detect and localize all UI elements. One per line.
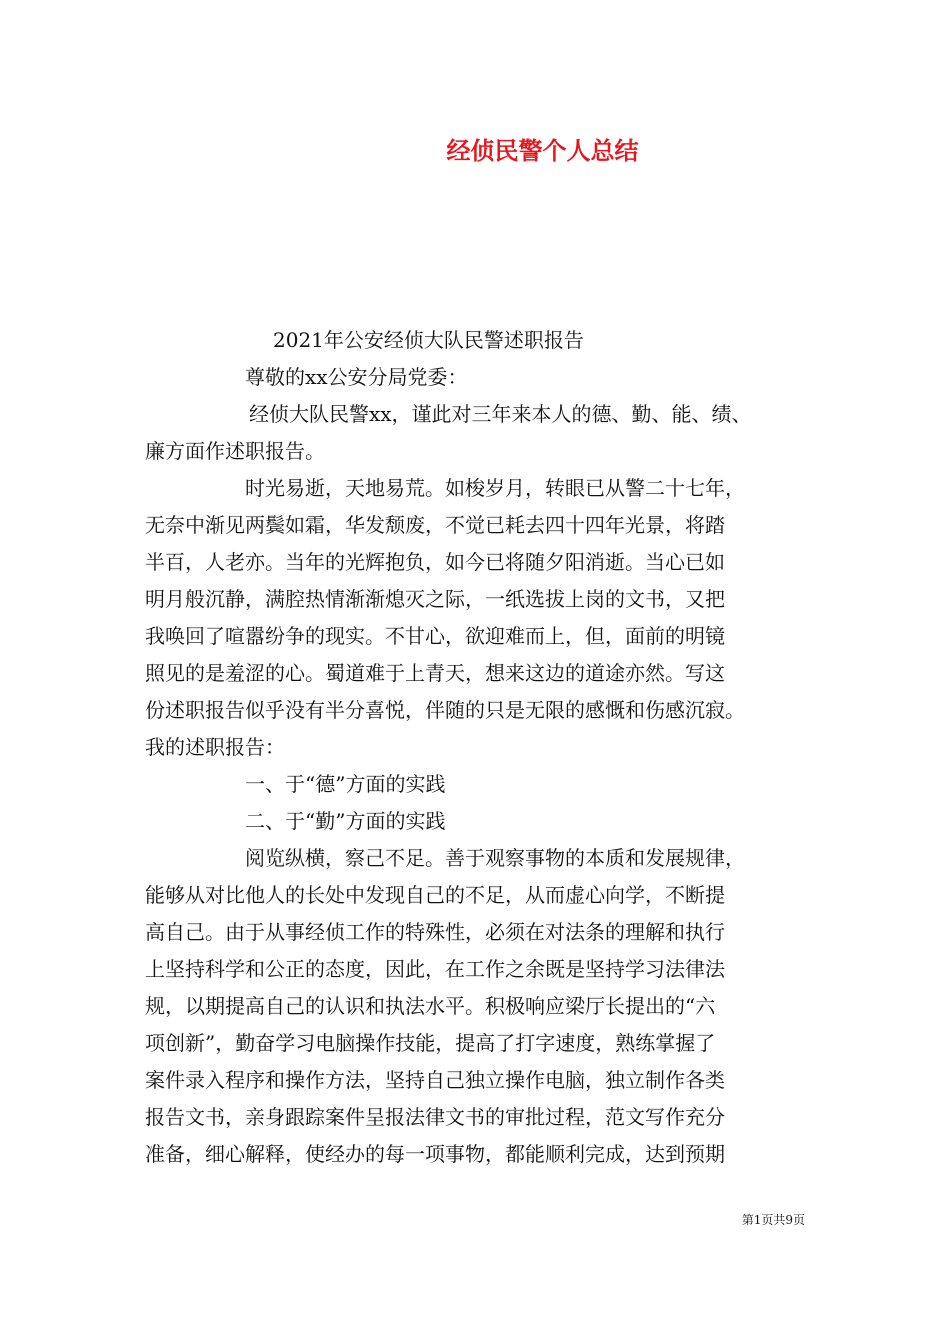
body-line: 半百，人老亦。当年的光辉抱负，如今已将随夕阳消逝。当心已如	[145, 550, 725, 574]
document-body	[145, 322, 821, 1173]
body-line: 廉方面作述职报告。	[145, 439, 325, 463]
body-line: 我唤回了喧嚣纷争的现实。不甘心，欲迎难而上，但，面前的明镜	[145, 624, 725, 648]
body-line: 高自己。由于从事经侦工作的特殊性，必须在对法条的理解和执行	[145, 920, 725, 944]
body-line: 我的述职报告：	[145, 735, 285, 759]
body-line: 项创新”，勤奋学习电脑操作技能，提高了打字速度，熟练掌握了	[145, 1031, 716, 1055]
body-line: 明月般沉静，满腔热情渐渐熄灭之际，一纸选拔上岗的文书，又把	[145, 587, 725, 611]
page-number: 第1页共9页	[741, 1213, 805, 1227]
body-line: 照见的是羞涩的心。蜀道难于上青天，想来这边的道途亦然。写这	[145, 661, 725, 685]
body-line: 无奈中渐见两鬓如霜，华发颓废，不觉已耗去四十四年光景，将踏	[145, 513, 725, 537]
section-heading: 一、于“德”方面的实践	[245, 772, 446, 796]
body-line: 规，以期提高自己的认识和执法水平。积极响应梁厅长提出的“六	[145, 994, 716, 1018]
body-line: 阅览纵横，察己不足。善于观察事物的本质和发展规律，	[245, 846, 745, 870]
document-title: 经侦民警个人总结	[446, 137, 639, 165]
body-line: 份述职报告似乎没有半分喜悦，伴随的只是无限的感慨和伤感沉寂。	[145, 698, 745, 722]
body-line: 案件录入程序和操作方法，坚持自己独立操作电脑，独立制作各类	[145, 1068, 725, 1092]
body-line: 报告文书，亲身跟踪案件呈报法律文书的审批过程，范文写作充分	[145, 1105, 725, 1129]
body-line: 经侦大队民警xx，谨此对三年来本人的德、勤、能、绩、	[249, 402, 752, 426]
section-heading: 二、于“勤”方面的实践	[245, 809, 446, 833]
body-line: 时光易逝，天地易荒。如梭岁月，转眼已从警二十七年，	[245, 476, 745, 500]
report-heading: 2021年公安经侦大队民警述职报告	[273, 328, 584, 352]
body-line: 能够从对比他人的长处中发现自己的不足，从而虚心向学，不断提	[145, 883, 725, 907]
salutation: 尊敬的xx公安分局党委：	[245, 365, 468, 389]
body-line: 准备，细心解释，使经办的每一项事物，都能顺利完成，达到预期	[145, 1142, 725, 1166]
body-line: 上坚持科学和公正的态度，因此，在工作之余既是坚持学习法律法	[145, 957, 725, 981]
